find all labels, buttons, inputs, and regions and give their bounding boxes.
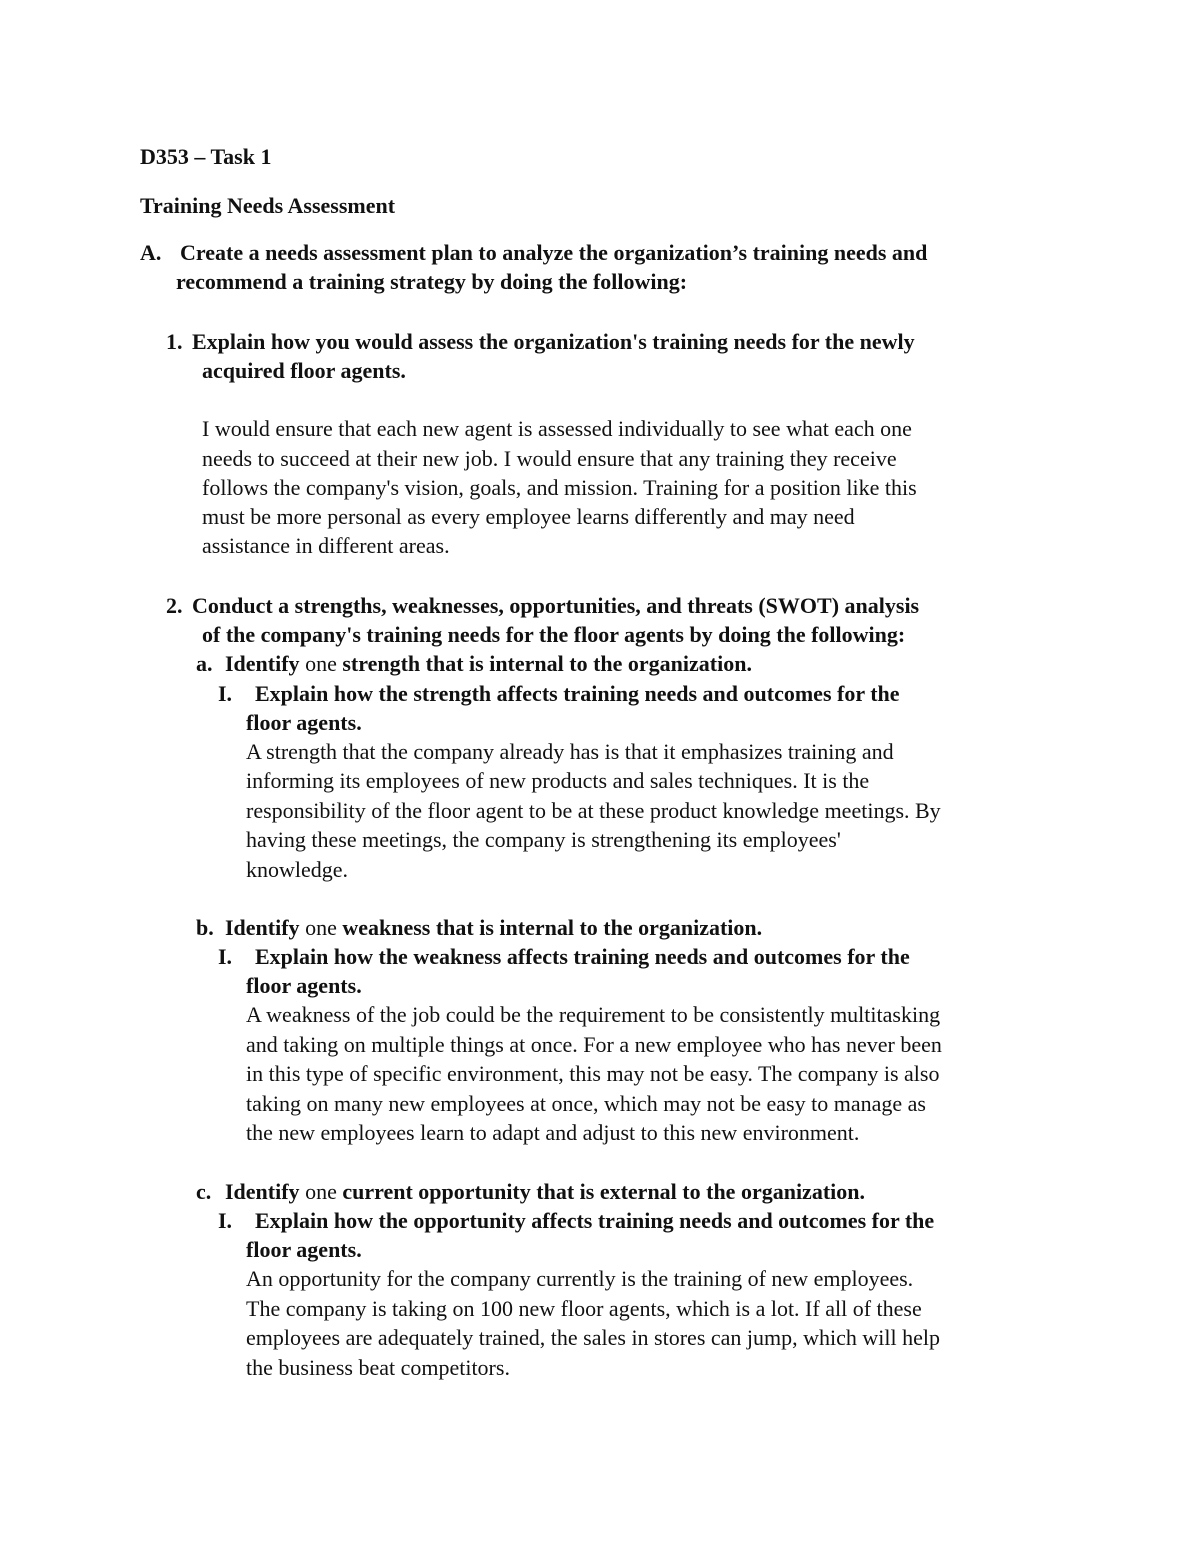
part-b-marker: b.: [196, 915, 214, 940]
part-c-sub-prompt-line: Explain how the opportunity affects training needs and outcomes for the: [255, 1208, 935, 1233]
part-a-marker: a.: [196, 651, 213, 676]
part-b-prompt-bold: Identify: [225, 915, 300, 940]
part-b-sub-prompt-line: Explain how the weakness affects training needs and outcomes for the: [255, 944, 910, 969]
part-a-sub-prompt-line: floor agents.: [246, 710, 362, 735]
part-c-answer-line: the business beat competitors.: [246, 1355, 510, 1380]
item-1-answer-line: I would ensure that each new agent is assessed individually to see what each one: [202, 416, 912, 441]
part-b-answer-line: and taking on multiple things at once. For a new employee who has never been: [246, 1032, 942, 1057]
part-a-answer-line: knowledge.: [246, 857, 349, 882]
part-c-prompt-bold: Identify: [225, 1179, 300, 1204]
part-b-sub-prompt-line: floor agents.: [246, 973, 362, 998]
part-b-sub-marker: I.: [218, 944, 233, 969]
part-b-prompt: [225, 913, 762, 943]
section-a-marker: A.: [140, 240, 162, 265]
part-c-answer-line: employees are adequately trained, the sales in stores can jump, which will help: [246, 1325, 940, 1350]
item-1-answer-line: must be more personal as every employee learns differently and may need: [202, 504, 855, 529]
item-1-prompt-line: Explain how you would assess the organization's training needs for the newly: [192, 329, 915, 354]
part-c-sub-prompt-line: floor agents.: [246, 1237, 362, 1262]
item-1-marker: 1.: [166, 329, 183, 354]
part-a-prompt-bold: strength that is internal to the organization.: [342, 651, 752, 676]
part-b-answer-line: in this type of specific environment, this may not be easy. The company is also: [246, 1061, 940, 1086]
part-a-answer-line: A strength that the company already has is that it emphasizes training and: [246, 739, 894, 764]
section-a-prompt-line: recommend a training strategy by doing the following:: [176, 269, 688, 294]
part-c-prompt-bold: current opportunity that is external to the organization.: [342, 1179, 865, 1204]
item-2-prompt-line: Conduct a strengths, weaknesses, opportunities, and threats (SWOT) analysis: [192, 593, 920, 618]
item-1-answer-line: needs to succeed at their new job. I would ensure that any training they receive: [202, 446, 897, 471]
part-c-prompt-normal: one: [305, 1179, 337, 1204]
part-a-prompt: [225, 649, 752, 679]
part-b-answer-line: A weakness of the job could be the requirement to be consistently multitasking: [246, 1002, 941, 1027]
part-a-answer-line: responsibility of the floor agent to be at these product knowledge meetings. By: [246, 798, 941, 823]
item-2-prompt-line: of the company's training needs for the floor agents by doing the following:: [202, 622, 906, 647]
part-a-answer-line: informing its employees of new products and sales techniques. It is the: [246, 768, 870, 793]
part-a-sub-prompt-line: Explain how the strength affects training needs and outcomes for the: [255, 681, 900, 706]
part-c-prompt: [225, 1177, 865, 1207]
item-1-prompt-line: acquired floor agents.: [202, 358, 406, 383]
part-a-answer-line: having these meetings, the company is strengthening its employees': [246, 827, 841, 852]
part-b-answer-line: taking on many new employees at once, which may not be easy to manage as: [246, 1091, 926, 1116]
part-a-prompt-normal: one: [305, 651, 337, 676]
part-b-prompt-normal: one: [305, 915, 337, 940]
item-1-answer-line: assistance in different areas.: [202, 533, 450, 558]
part-a-sub-marker: I.: [218, 681, 233, 706]
part-b-prompt-bold: weakness that is internal to the organization.: [342, 915, 763, 940]
part-c-sub-marker: I.: [218, 1208, 233, 1233]
part-a-prompt-bold: Identify: [225, 651, 300, 676]
section-a-prompt-line: Create a needs assessment plan to analyze the organization’s training needs and: [180, 240, 928, 265]
document-title: D353 – Task 1: [140, 144, 272, 169]
part-c-marker: c.: [196, 1179, 212, 1204]
item-1-answer-line: follows the company's vision, goals, and mission. Training for a position like this: [202, 475, 917, 500]
document-subtitle: Training Needs Assessment: [140, 193, 396, 218]
item-2-marker: 2.: [166, 593, 183, 618]
part-b-answer-line: the new employees learn to adapt and adjust to this new environment.: [246, 1120, 860, 1145]
part-c-answer-line: The company is taking on 100 new floor agents, which is a lot. If all of these: [246, 1296, 922, 1321]
part-c-answer-line: An opportunity for the company currently is the training of new employees.: [246, 1266, 914, 1291]
